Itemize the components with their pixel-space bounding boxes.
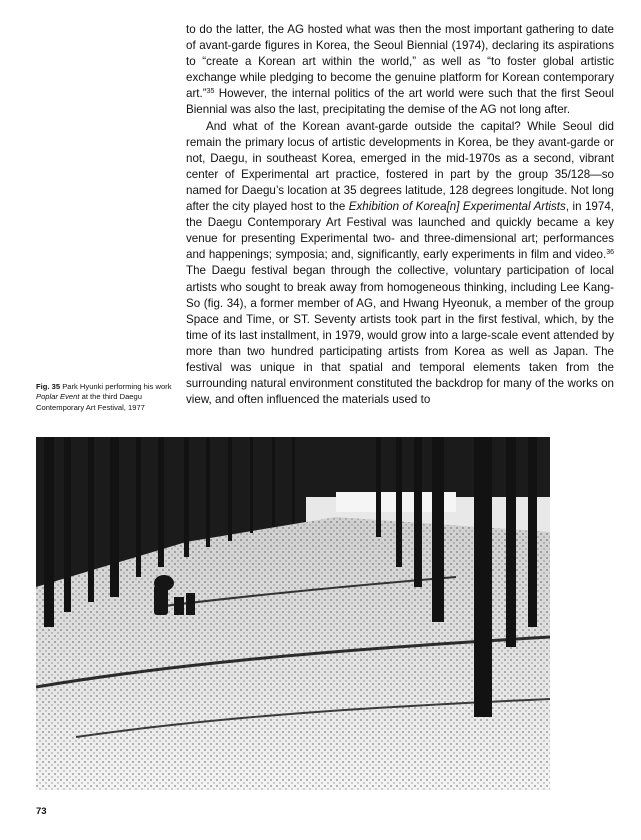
caption-text-a: Park Hyunki performing his work bbox=[62, 382, 172, 391]
exhibition-title: Exhibition of Korea[n] Experimental Artists bbox=[348, 200, 566, 214]
photo-poplar-event bbox=[36, 437, 550, 790]
page-number: 73 bbox=[36, 806, 47, 817]
footnote-ref-36: 36 bbox=[606, 249, 614, 257]
paragraph-1-part-a: to do the latter, the AG hosted what was then the most important gathering to date of avant-garde figures in Korea, the Seoul Biennial (1974), declaring its aspirations to “create a Korean art within the world,” as well as “to foster global artistic exchange while pledging to become the genuine platform for Korean contemporary art.” bbox=[186, 23, 614, 101]
footnote-ref-35: 35 bbox=[206, 88, 215, 96]
body-text bbox=[186, 22, 614, 408]
paragraph-1 bbox=[186, 22, 614, 119]
figure-caption bbox=[36, 382, 176, 413]
paragraph-2-part-c: The Daegu festival began through the collective, voluntary participation of local artists who sought to break away from homogeneous thinking, including Lee Kang-So (fig. 34), a former member of AG, and Hwang Hyeonuk, a member of the group Space and Time, or ST. Seventy artists took part in the first festival, which, by the time of its last installment, in 1979, would grow into a large-scale event attended by more than two hundred participating artists from Korea as well as Japan. The festival was unique in that spatial and temporal elements taken from the surrounding natural environment constituted the backdrop for many of the works on view, and often influenced the materials used to bbox=[186, 264, 614, 407]
paragraph-2-part-b: , in 1974, the Daegu Contemporary Art Festival was launched and quickly became a key venue for presenting Experimental two- and three-dimensional art; performances and happenings; symposia; and, significantly, early experiments in film and video. bbox=[186, 200, 615, 262]
caption-text-b: at the third Daegu Contemporary Art Festival, 1977 bbox=[36, 392, 145, 412]
figure-label: Fig. 35 bbox=[36, 382, 61, 391]
paragraph-2-part-a: And what of the Korean avant-garde outside the capital? While Seoul did remain the primary locus of artistic developments in Korea, be they avant-garde or not, Daegu, in southeast Korea, emerged in the mid-1970s as a second, vibrant center of Experimental art practice, fostered in part by the group 35/128—so named for Daegu’s location at 35 degrees latitude, 128 degrees longitude. Not long after the city played host to the bbox=[186, 119, 614, 214]
paragraph-1-part-b: However, the internal politics of the art world were such that the first Seoul Biennial was also the last, precipitating the demise of the AG not long after. bbox=[186, 87, 614, 117]
caption-work-title: Poplar Event bbox=[36, 392, 80, 402]
photo-illustration bbox=[36, 437, 550, 790]
paragraph-2 bbox=[186, 119, 614, 409]
